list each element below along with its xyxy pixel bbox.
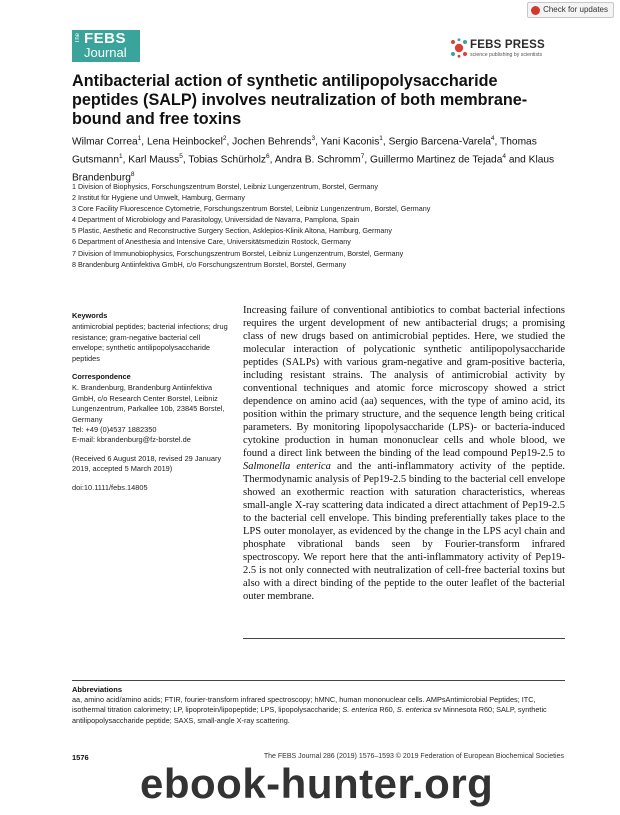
- journal-logo-journal: Journal: [84, 45, 127, 60]
- author-name: Karl Mauss: [128, 154, 180, 166]
- author-name: Thomas Gutsmann: [72, 136, 537, 166]
- author-affiliation-sup: 1: [379, 135, 383, 142]
- abstract-part-2: and the anti-inflammatory activity of the peptide. Thermodynamic analysis of Pep19-2.5 binding to the bacterial cell envelope showed an exothermic reaction with saturation characteristics, whereas small-angle X-ray scattering data indicated a direct attachment of Pep19-2.5 to the bacterial cell envelope. This binding preferentially takes place to the LPS outer monolayer, as evidenced by the change in the LPS acyl chain and phosphate vibrational bands seen by Fourier-transform infrared spectroscopy. We report here that the anti-inflammatory activity of Pep19-2.5 is not only connected with neutralization of cell-free bacterial toxins but also with a direct binding of the peptide to the outer leaflet of the bacterial outer membrane.: [243, 461, 565, 602]
- affiliation-line: 7 Division of Immunobiophysics, Forschungszentrum Borstel, Leibniz Lungenzentrum, Borstel, Germany: [72, 248, 404, 258]
- affiliation-line: 3 Core Facility Fluorescence Cytometrie, Forschungszentrum Borstel, Leibniz Lungenzentrum, Borstel, Germany: [72, 204, 431, 214]
- abbreviations-heading: Abbreviations: [72, 685, 123, 694]
- abbreviations-italic-2: S. enterica: [396, 705, 432, 715]
- check-for-updates-button[interactable]: [527, 2, 614, 18]
- correspondence-heading: Correspondence: [72, 372, 131, 382]
- footer-citation: The FEBS Journal 286 (2019) 1576–1593 © 2019 Federation of European Biochemical Societies: [263, 753, 564, 760]
- affiliation-line: 8 Brandenburg Antiinfektiva GmbH, c/o Forschungszentrum Borstel, Borstel, Germany: [72, 259, 347, 269]
- author-affiliation-sup: 3: [311, 135, 316, 142]
- correspondence-email[interactable]: E-mail: kbrandenburg@fz-borstel.de: [72, 435, 191, 445]
- author-name: Wilmar Correa: [72, 136, 138, 148]
- author-affiliation-sup: 6: [265, 152, 270, 160]
- journal-logo: [72, 30, 140, 62]
- abbreviations-text-1: aa, amino acid/amino acids; FTIR, fourier-transform infrared spectroscopy; hMNC, human mononuclear cells. AMPsAntimicrobial Peptides; ITC, isothermal titration calorimetry; LP, lipoprotein/lipopeptide; LPS, lipopolysaccharide;: [72, 695, 536, 715]
- affiliation-line: 6 Department of Anesthesia and Intensive Care, Universitätsmedizin Rostock, Germany: [72, 237, 351, 247]
- crossmark-icon: [531, 6, 540, 15]
- correspondence-phone: Tel: +49 (0)4537 1882350: [72, 425, 157, 435]
- article-sidebar: [72, 311, 232, 501]
- author-name: Guillermo Martinez de Tejada: [370, 154, 503, 166]
- keywords-heading: Keywords: [72, 311, 108, 320]
- affiliation-line: 5 Plastic, Aesthetic and Reconstructive Surgery Section, Asklepios-Klinik Altona, Hamburg, Germany: [72, 226, 392, 236]
- publisher-name: FEBS PRESS: [470, 39, 545, 51]
- abstract-divider: [243, 638, 565, 639]
- author-affiliation-sup: 5: [179, 152, 183, 160]
- journal-logo-febs: FEBS: [84, 30, 127, 47]
- author-affiliation-sup: 4: [490, 135, 495, 142]
- author-name: Andra B. Schromm: [274, 154, 361, 166]
- watermark: ebook-hunter.org: [140, 760, 494, 807]
- journal-logo-the: The: [75, 33, 81, 44]
- abbreviations-divider: [72, 680, 565, 681]
- abstract-italic-species: Salmonella enterica: [243, 461, 331, 472]
- author-list: Wilmar Correa$^1$, Lena Heinbockel$^2$, Jochen Behrends$^3$, Yani Kaconis$^1$, Sergio Barcena-Varela$^4$, Thomas Gutsmann$^1$, Karl Mauss$^5$, Tobias Schürholz$^6$, Andra B. Schromm$^7$, Guillermo Martinez de Tejada$^4$ and Klaus Brandenburg$^8$: [72, 135, 555, 184]
- publisher-logo: [450, 38, 560, 60]
- author-name: Yani Kaconis: [320, 136, 380, 148]
- page-number: 1576: [72, 753, 89, 762]
- received-dates: (Received 6 August 2018, revised 29 January 2019, accepted 5 March 2019): [72, 453, 222, 474]
- author-affiliation-sup: 4: [502, 152, 506, 160]
- doi-link[interactable]: doi:10.1111/febs.14805: [72, 482, 148, 492]
- author-affiliation-sup: 8: [130, 170, 135, 178]
- author-name: Sergio Barcena-Varela: [388, 136, 491, 148]
- affiliation-line: 1 Division of Biophysics, Forschungszentrum Borstel, Leibniz Lungenzentrum, Borstel, Germany: [72, 182, 379, 191]
- author-affiliation-sup: 2: [222, 135, 227, 142]
- keywords-text: antimicrobial peptides; bacterial infections; drug resistance; gram-negative bacterial cell envelope; synthetic antilipopolysaccharide peptides: [72, 322, 228, 363]
- affiliation-line: 2 Institut für Hygiene und Umwelt, Hamburg, Germany: [72, 193, 245, 203]
- author-name: Tobias Schürholz: [188, 154, 266, 166]
- abbreviations-block: [72, 685, 565, 726]
- author-name: Klaus Brandenburg: [72, 154, 555, 184]
- author-name: Jochen Behrends: [232, 136, 312, 148]
- publisher-tagline: science publishing by scientists: [470, 52, 543, 58]
- check-for-updates-label: Check for updates: [543, 5, 608, 14]
- author-affiliation-sup: 1: [137, 135, 142, 142]
- author-name: Lena Heinbockel: [146, 136, 223, 148]
- abbreviations-text-2: R60,: [377, 705, 397, 715]
- abstract-text: [243, 304, 565, 603]
- molecule-icon: [450, 38, 468, 58]
- abbreviations-text-3: sv Minnesota R60; SALP, synthetic antilipopolysaccharide peptide; SAXS, small-angle X-ray scattering.: [72, 705, 547, 725]
- abbreviations-italic-1: S. enterica: [342, 705, 378, 715]
- article-title: Antibacterial action of synthetic antilipopolysaccharide peptides (SALP) involves neutralization of both membrane-bound and free toxins: [72, 72, 528, 128]
- abbreviations-text: [72, 695, 565, 726]
- abstract-part-1: Increasing failure of conventional antibiotics to combat bacterial infections requires the urgent development of new antibacterial drugs; a promising class of new drugs based on antimicrobial peptides. Here, we studied the molecular interaction of polycationic synthetic antilipopolysaccharide peptides (SALPs) with various gram-negative and gram-positive bacteria, including resistant strains. The analysis of antimicrobial activity by conventional techniques and atomic force microscopy showed a strict dependence on amino acid (aa) sequences, with the type of amino acid, its position within the primary structure, and the sequence length being critical parameters. By monitoring lipopolysaccharide (LPS)- or bacteria-induced cytokine production in human mononuclear cells and whole blood, we found a direct link between the binding of the lead compound Pep19-2.5 to: [243, 305, 565, 459]
- author-affiliation-sup: 1: [119, 152, 123, 160]
- affiliation-list: [72, 181, 572, 270]
- correspondence-address: K. Brandenburg, Brandenburg Antiinfektiva GmbH, c/o Research Center Borstel, Leibniz Lungenzentrum, Parkallee 10b, 23845 Borstel, Germany: [72, 383, 225, 424]
- author-affiliation-sup: 7: [360, 152, 365, 160]
- affiliation-line: 4 Department of Microbiology and Parasitology, Universidad de Navarra, Pamplona, Spain: [72, 215, 360, 225]
